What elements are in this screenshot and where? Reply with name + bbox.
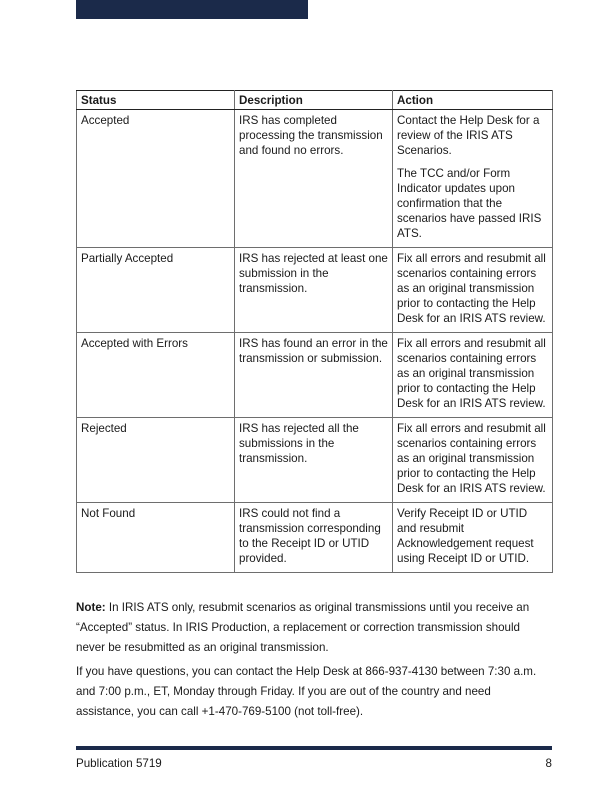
- status-cell: Accepted with Errors: [77, 333, 235, 418]
- table-header-row: [77, 91, 553, 110]
- note-text: In IRIS ATS only, resubmit scenarios as original transmissions until you receive an “Accepted” status. In IRIS Production, a replacement or correction transmission should never be resubmitted as an original transmission.: [76, 601, 530, 654]
- action-text: Contact the Help Desk for a review of the IRIS ATS Scenarios.: [397, 114, 540, 157]
- help-desk-paragraph: If you have questions, you can contact the Help Desk at 866-937-4130 between 7:30 a.m. and 7:00 p.m., ET, Monday through Friday. If you are out of the country and need assistance, you can call +1-470-769-5100 (not toll-free).: [76, 665, 537, 718]
- notes-section: [76, 598, 552, 726]
- note-label: Note:: [76, 601, 106, 614]
- page-number: 8: [545, 757, 552, 770]
- action-cell: [393, 333, 553, 418]
- publication-label: Publication 5719: [76, 757, 162, 770]
- action-cell: [393, 110, 553, 248]
- column-header-status: Status: [77, 91, 235, 110]
- header-bar: [76, 0, 308, 19]
- action-text: Verify Receipt ID or UTID and resubmit Acknowledgement request using Receipt ID or UTID.: [397, 507, 534, 565]
- note-paragraph: [76, 598, 552, 658]
- column-header-action: Action: [393, 91, 553, 110]
- description-cell: IRS has rejected all the submissions in the transmission.: [235, 418, 393, 503]
- action-cell: [393, 503, 553, 573]
- action-text: Fix all errors and resubmit all scenarios containing errors as an original transmission prior to contacting the Help Desk for an IRIS ATS review.: [397, 422, 546, 495]
- table-row: [77, 248, 553, 333]
- table-row: [77, 503, 553, 573]
- table-row: [77, 418, 553, 503]
- status-cell: Accepted: [77, 110, 235, 248]
- footer-rule: [76, 746, 552, 750]
- status-cell: Not Found: [77, 503, 235, 573]
- description-cell: IRS has rejected at least one submission in the transmission.: [235, 248, 393, 333]
- column-header-description: Description: [235, 91, 393, 110]
- table-row: [77, 110, 553, 248]
- status-cell: Rejected: [77, 418, 235, 503]
- action-cell: [393, 418, 553, 503]
- action-text: Fix all errors and resubmit all scenarios containing errors as an original transmission prior to contacting the Help Desk for an IRIS ATS review.: [397, 337, 546, 410]
- description-cell: IRS has completed processing the transmission and found no errors.: [235, 110, 393, 248]
- action-text: Fix all errors and resubmit all scenarios containing errors as an original transmission prior to contacting the Help Desk for an IRIS ATS review.: [397, 252, 546, 325]
- status-table: [76, 90, 553, 573]
- description-cell: IRS has found an error in the transmission or submission.: [235, 333, 393, 418]
- action-cell: [393, 248, 553, 333]
- status-cell: Partially Accepted: [77, 248, 235, 333]
- table-row: [77, 333, 553, 418]
- description-cell: IRS could not find a transmission corresponding to the Receipt ID or UTID provided.: [235, 503, 393, 573]
- action-text: The TCC and/or Form Indicator updates upon confirmation that the scenarios have passed IRIS ATS.: [397, 167, 542, 240]
